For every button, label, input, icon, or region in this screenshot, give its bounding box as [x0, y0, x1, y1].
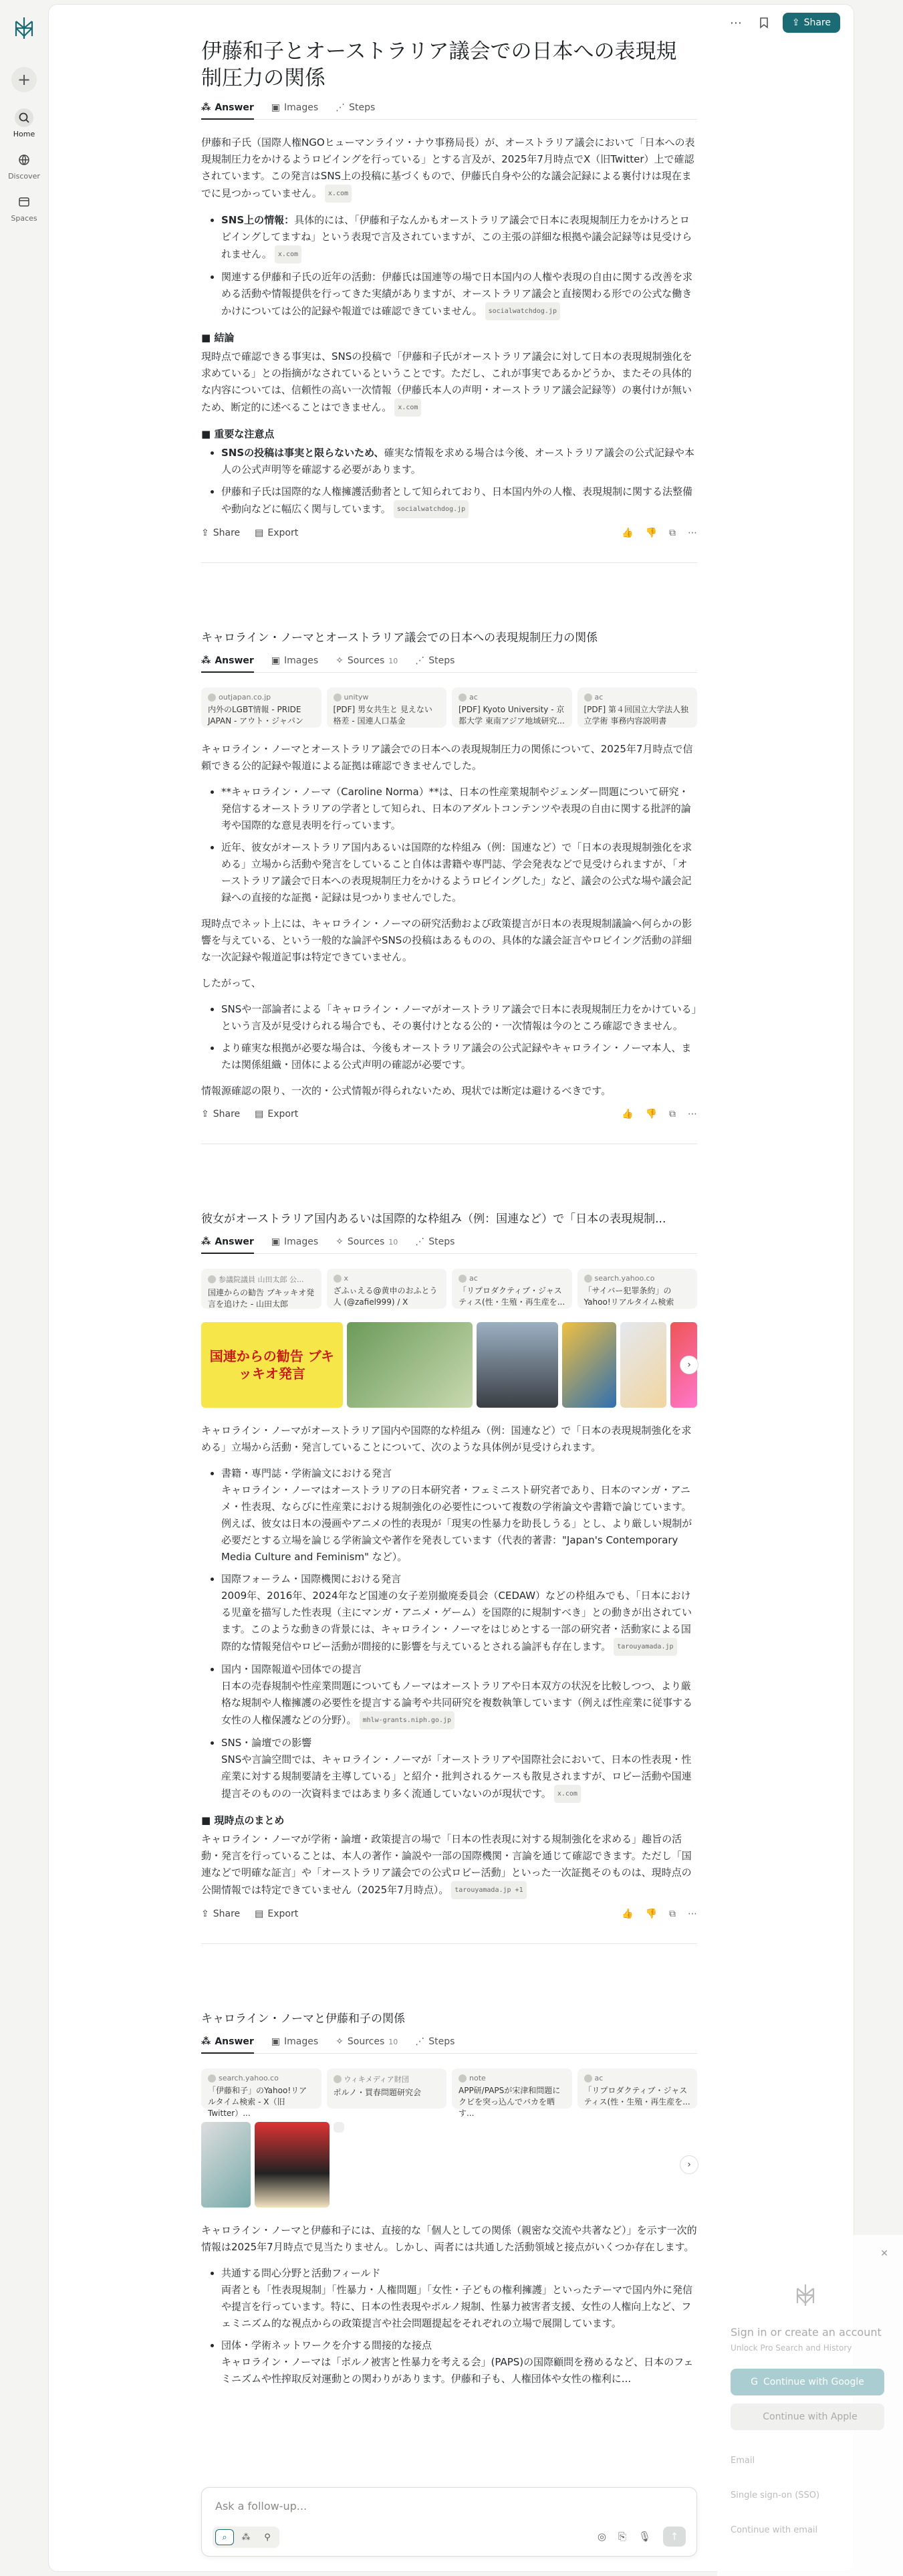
tab-label: Answer	[215, 1237, 254, 1247]
list-item	[221, 484, 697, 518]
favicon-icon	[584, 1275, 592, 1283]
followup-actions	[598, 2527, 686, 2547]
sources-icon: ✧	[336, 2036, 344, 2047]
list-item: • SNSや一部論者による「キャロライン・ノーマがオーストラリア議会で日本に表現規制圧力をかけている」という言及が見受けられる場合でも、その裏付けとなる公的・一次情報は今のところ確認できません。	[221, 1001, 697, 1035]
favicon-icon	[208, 693, 216, 702]
tab-label: Images	[284, 2036, 319, 2047]
list-item	[221, 1571, 697, 1656]
thumbs-up-icon[interactable]: 👍	[622, 1909, 634, 1919]
tab-answer[interactable]	[201, 655, 254, 666]
list-item	[221, 445, 697, 478]
button-label: Continue with Apple	[763, 2411, 858, 2422]
source-title: 「伊藤和子」のYahoo!リアルタイム検索 - X（旧Twitter）...	[208, 2086, 307, 2118]
tab-label: Sources	[347, 1237, 385, 1247]
tab-label: Steps	[428, 655, 455, 666]
list-item	[221, 1735, 697, 1803]
attach-icon[interactable]: ⎘	[618, 2531, 626, 2543]
tab-images[interactable]	[271, 655, 318, 666]
citation-chip[interactable]: socialwatchdog.jp	[485, 302, 560, 320]
list-item	[221, 269, 697, 320]
sidebar-item-label: Discover	[8, 172, 40, 181]
source-card[interactable]	[452, 1269, 572, 1309]
images-icon: ▣	[271, 655, 281, 666]
bold-text: SNS上の情報：	[221, 214, 295, 226]
tab-images[interactable]	[271, 102, 318, 113]
answer-icon: ⁂	[201, 2036, 211, 2047]
source-site: ac	[469, 693, 478, 702]
source-site: note	[469, 2074, 486, 2082]
continue-apple-button[interactable]	[731, 2403, 884, 2430]
share-icon: ⇪	[201, 1109, 209, 1119]
answer-paragraph	[201, 134, 697, 203]
item-heading: • 団体・学術ネットワークを介する間接的な接点	[221, 2339, 432, 2351]
perplexity-logo-icon	[792, 2282, 819, 2309]
tab-images[interactable]	[271, 2036, 318, 2047]
tab-label: Answer	[215, 655, 254, 666]
thumbs-up-icon[interactable]: 👍	[622, 528, 634, 538]
sidebar-item-spaces[interactable]	[1, 193, 47, 223]
thumbs-down-icon[interactable]: 👎	[645, 1109, 657, 1119]
thumbs-down-icon[interactable]: 👎	[645, 1909, 657, 1919]
bullet-list	[221, 784, 697, 906]
favicon-icon	[459, 2074, 467, 2082]
source-card[interactable]	[577, 687, 698, 728]
copy-icon[interactable]: ⧉	[669, 1909, 676, 1919]
source-title: [PDF] Kyoto University - 京都大学 東南アジア地域研究...	[459, 705, 565, 726]
answer-paragraph: キャロライン・ノーマがオーストラリア国内や国際的な枠組み（例：国連など）で「日本の表現規制強化を求める」立場から活動・発言していることについて、次のような具体例が見受けられます。	[201, 1424, 692, 1453]
action-label: Share	[213, 1109, 241, 1119]
research-mode-icon[interactable]: ⁂	[241, 2532, 251, 2543]
text: SNSや言論空間では、キャロライン・ノーマが「オーストラリアや国際社会において、日本の性表現・性産業に対する規制要請を主導している」と紹介・批判されるケースも散見されますが、ロビー活動や国連提言そのものの一次資料まではあまり多く流通していないのが現状です。	[221, 1753, 692, 1800]
sidebar	[0, 0, 48, 2576]
answer-icon: ⁂	[201, 1237, 211, 1247]
source-title: ざふぃえる@黄申のおふとう人 (@zafiel999) / X	[333, 1286, 438, 1307]
favicon-icon	[208, 1275, 216, 1283]
sidebar-item-home[interactable]	[1, 108, 47, 138]
source-card[interactable]	[577, 1269, 698, 1309]
tab-sources[interactable]	[336, 2036, 398, 2047]
answer-paragraph: キャロライン・ノーマと伊藤和子には、直接的な「個人としての関係（親密な交流や共著など）」を示す一次的情報は2025年7月時点で見当たりません。しかし、両者には共通した活動領域と接点がいくつか存在します。	[201, 2224, 697, 2253]
source-title: 「リプロダクティブ・ジャスティス(性・生殖・再生産を...	[459, 1286, 565, 1307]
sources-icon: ✧	[336, 1237, 344, 1247]
chevron-right-icon: ›	[687, 2159, 691, 2170]
answer-icon: ⁂	[201, 102, 211, 113]
list-item: • 近年、彼女がオーストラリア国内あるいは国際的な枠組み（例：国連など）で「日本の表現規制強化を求める」立場から活動や発言をしていること自体は書籍や専門誌、学会発表などで見受けられますが、「オーストラリア議会で日本への表現規制圧力をかけるようロビイングした」など、議会の公式な場や議会記録への直接的な証拠・記録は見つかりませんでした。	[221, 839, 697, 906]
tab-label: Images	[284, 102, 319, 113]
section-heading: ■ 現時点のまとめ	[201, 1814, 285, 1826]
search-mode-icon[interactable]: ⌕	[215, 2529, 234, 2545]
broken-image-icon	[334, 2122, 344, 2133]
image-thumbnail[interactable]	[347, 1322, 473, 1408]
section-heading: ■ 重要な注意点	[201, 428, 275, 440]
answer-icon: ⁂	[201, 655, 211, 666]
answer-actions	[201, 528, 697, 538]
text: キャロライン・ノーマが学術・論壇・政策提言の場で「日本の性表現に対する規制強化を求める」趣旨の活動・発言を行っていることは、本人の著作・論説や一部の国際機関・言論を通じて確認できます。ただし「国連などで明確な証言」や「オーストラリア議会での公式ロビー活動」といった一次証拠そのものは、現時点の公開情報では特定できていません（2025年7月時点）。	[201, 1833, 692, 1896]
list-item	[221, 1465, 697, 1566]
source-title: ポルノ・買春問題研究会	[333, 2088, 422, 2097]
source-site: ウィキメディア財団	[344, 2075, 409, 2084]
text: 関連する伊藤和子氏の近年の活動：伊藤氏は国連等の場で日本国内の人権や表現の自由に関する改善を求める活動や情報提供を行ってきた実績がありますが、オーストラリア議会と直接関わる形での公式な働きかけについては公的記録や報道では確認できていません。	[221, 271, 693, 317]
source-card[interactable]	[327, 1269, 447, 1309]
tab-label: Images	[284, 1237, 319, 1247]
source-card[interactable]	[452, 687, 572, 728]
share-action-button[interactable]	[201, 1909, 240, 1919]
sources-count: 10	[388, 1237, 398, 1247]
chevron-right-icon: ›	[687, 1360, 691, 1370]
page-title: 伊藤和子とオーストラリア議会での日本への表現規制圧力の関係	[201, 39, 677, 90]
steps-icon: ⋰	[415, 655, 425, 666]
source-cards	[201, 687, 697, 728]
search-mode-toggle	[213, 2527, 279, 2548]
item-heading: • 国際フォーラム・国際機関における発言	[221, 1573, 402, 1585]
citation-chip[interactable]: tarouyamada.jp	[614, 1638, 676, 1656]
spaces-icon	[15, 193, 33, 211]
signin-popup	[717, 2235, 903, 2576]
answer-paragraph	[201, 1831, 697, 1899]
list-item	[221, 212, 697, 263]
citation-chip[interactable]: socialwatchdog.jp	[394, 500, 469, 518]
text: 両者とも「性表現規制」「性暴力・人権問題」「女性・子どもの権利擁護」といったテーマで国内外に発信や提言を行っています。特に、日本の性表現やポルノ規制、性暴力被害者支援、女性の人権向上など、フェミニズム的な視点からの政策提言や社会問題提起をそれぞれの立場で展開しています。	[221, 2284, 693, 2329]
labs-mode-icon[interactable]: ⚲	[264, 2532, 271, 2543]
list-item: • **キャロライン・ノーマ（Caroline Norma）**は、日本の性産業規制やジェンダー問題について研究・発信するオーストラリアの学者として知られ、日本のアダルトコンテンツや表現の自由に関する批評的論考や国際的な意見表明を行っています。	[221, 784, 697, 834]
source-site: outjapan.co.jp	[219, 693, 271, 702]
plus-icon: +	[17, 70, 31, 89]
search-icon	[15, 108, 33, 127]
source-card[interactable]	[201, 2068, 321, 2118]
steps-icon: ⋰	[415, 1237, 425, 1247]
sidebar-item-label: Home	[13, 130, 35, 138]
tab-label: Answer	[215, 2036, 254, 2047]
followup-box	[201, 2487, 697, 2557]
send-icon: ↑	[670, 2531, 679, 2543]
sources-icon: ✧	[336, 655, 344, 666]
favicon-icon	[459, 1275, 467, 1283]
more-icon[interactable]: ⋯	[688, 528, 697, 538]
citation-chip[interactable]: tarouyamada.jp +1	[451, 1881, 526, 1899]
source-card[interactable]	[201, 687, 321, 728]
action-label: Export	[267, 528, 299, 538]
mic-icon[interactable]: 🎙	[638, 2531, 651, 2543]
action-label: Export	[267, 1109, 299, 1119]
followup-input[interactable]: Ask a follow-up...	[215, 2500, 307, 2512]
image-thumbnail[interactable]	[620, 1322, 666, 1408]
thread-content	[201, 38, 697, 2397]
answer-paragraph: キャロライン・ノーマとオーストラリア議会での日本への表現規制圧力の関係について、2025年7月時点で信頼できる公的記録や報道による証拠は確認できませんでした。	[201, 743, 693, 772]
source-site: 参議院議員 山田太郎 公...	[219, 1275, 304, 1284]
tab-label: Steps	[428, 1237, 455, 1247]
question-title: キャロライン・ノーマとオーストラリア議会での日本への表現規制圧力の関係	[201, 631, 598, 645]
more-icon[interactable]: ⋯	[688, 1909, 697, 1919]
more-options-icon[interactable]: ⋯	[729, 15, 742, 30]
send-button[interactable]	[663, 2527, 686, 2547]
tab-label: Images	[284, 655, 319, 666]
tab-label: Sources	[347, 655, 385, 666]
source-title: [PDF] 第４回国立大学法人独立学術 事務内容説明書	[584, 705, 689, 726]
bookmark-icon[interactable]	[755, 13, 773, 32]
sources-count: 10	[388, 2037, 398, 2046]
divider	[201, 562, 697, 563]
result-tabs	[201, 102, 697, 120]
next-images-button[interactable]	[680, 2155, 698, 2174]
image-thumbnail[interactable]	[255, 2122, 330, 2208]
source-title: [PDF] 男女共生と 見えない格差 - 国連人口基金	[333, 705, 432, 726]
source-cards	[201, 2068, 697, 2118]
image-strip	[201, 2122, 697, 2208]
share-icon: ⇪	[201, 528, 209, 538]
text: 2009年、2016年、2024年など国連の女子差別撤廃委員会（CEDAW）などの枠組みでも、「日本における児童を描写した性表現（主にマンガ・アニメ・ゲーム）を国際的に規制すべき」との動きが出されています。このような動きの背景には、キャロライン・ノーマをはじめとする一部の研究者・活動家による国際的な情報発信やロビー活動が間接的に影響を与えているとされる論評も存在します。	[221, 1590, 692, 1652]
steps-icon: ⋰	[415, 2036, 425, 2047]
section-heading: ■ 結論	[201, 332, 235, 344]
tab-label: Sources	[347, 2036, 385, 2047]
export-button[interactable]	[255, 528, 298, 538]
export-icon: ▤	[255, 1909, 264, 1919]
answer-paragraph: 情報源確認の限り、一次的・公式情報が得られないため、現状では断定は避けるべきです。	[201, 1085, 612, 1097]
source-site: ac	[594, 693, 604, 702]
bullet-list	[221, 1001, 697, 1073]
bullet-list	[221, 1465, 697, 1803]
result-tabs	[201, 655, 697, 673]
export-button[interactable]	[255, 1909, 298, 1919]
image-thumbnail[interactable]	[201, 1322, 343, 1408]
text: キャロライン・ノーマはオーストラリアの日本研究者・フェミニスト研究者であり、日本のマンガ・アニメ・性表現、ならびに性産業における規制強化の必要性について複数の学術論文や書籍で論じています。例えば、彼女は日本の漫画やアニメの性的表現が「現実の性暴力を助長しうる」とし、より厳しい規制が必要だとする立場を論じる学術論文や著作を発表しています（代表的著書："Japan's Contemporary Media Culture and Feminism" など）。	[221, 1484, 692, 1563]
image-caption-text: 国連からの勧告 ブキッキオ発言	[209, 1348, 334, 1382]
answer-actions	[201, 1109, 697, 1119]
favicon-icon	[584, 2074, 592, 2082]
bullet-list	[221, 445, 697, 518]
text: 具体的には、「伊藤和子なんかもオーストラリア議会で日本に表現規制圧力をかけろとロビイングしてますね」という表現で言及されていますが、この主張の詳細な根拠や議会記録等は見受けられません。	[221, 214, 692, 260]
tab-answer[interactable]	[201, 1237, 254, 1247]
top-bar	[727, 13, 840, 33]
share-icon: ⇪	[201, 1909, 209, 1919]
action-label: Export	[267, 1909, 299, 1919]
tab-answer[interactable]	[201, 2036, 254, 2047]
text: 日本の売春規制や性産業問題についてもノーマはオーストラリアや日本双方の状況を比較しつつ、より厳格な規制や人権擁護の必要性を提言する論考や共同研究を複数執筆しています（例えば性産業に従事する女性の人権保護などの分野）。	[221, 1680, 693, 1726]
share-action-button[interactable]	[201, 1109, 240, 1119]
tab-label: Steps	[349, 102, 376, 113]
export-icon: ▤	[255, 1109, 264, 1119]
result-tabs	[201, 2036, 697, 2054]
tab-label: Steps	[428, 2036, 455, 2047]
answer-paragraph: したがって、	[201, 977, 261, 989]
divider	[201, 1943, 697, 1944]
thumbs-up-icon[interactable]: 👍	[622, 1109, 634, 1119]
globe-icon[interactable]: ◎	[597, 2531, 606, 2543]
next-images-button[interactable]	[680, 1356, 698, 1374]
item-heading: • 書籍・専門誌・学術論文における発言	[221, 1467, 392, 1479]
source-site: ac	[469, 1274, 478, 1283]
tab-label: Answer	[215, 102, 254, 113]
more-icon[interactable]: ⋯	[688, 1109, 697, 1119]
sso-link[interactable]: Single sign-on (SSO)	[731, 2490, 820, 2500]
tab-sources[interactable]	[336, 1237, 398, 1247]
item-heading: • 共通する問心分野と活動フィールド	[221, 2267, 381, 2279]
tab-steps[interactable]	[415, 2036, 455, 2047]
export-button[interactable]	[255, 1109, 298, 1119]
tab-steps[interactable]	[415, 655, 455, 666]
tab-steps[interactable]	[336, 102, 375, 113]
sidebar-item-label: Spaces	[11, 214, 37, 223]
globe-icon	[15, 150, 33, 169]
close-icon[interactable]: ✕	[880, 2248, 888, 2259]
list-item	[221, 2337, 697, 2387]
answer-paragraph: 現時点でネット上には、キャロライン・ノーマの研究活動および政策提言が日本の表現規制議論へ何らかの影響を与えている、という一般的な論評やSNSの投稿はあるものの、具体的な議会証言やロビイング活動の詳細な一次記録や報道記事は特定できていません。	[201, 918, 692, 963]
share-icon: ⇪	[791, 17, 800, 28]
list-item: • より確実な根拠が必要な場合は、今後もオーストラリア議会の公式記録やキャロライン・ノーマ本人、または関係組織・団体による公式声明の確認が必要です。	[221, 1040, 697, 1073]
source-title: 「リプロダクティブ・ジャスティス(性・生殖・再生産を...	[584, 2086, 690, 2107]
source-site: x	[344, 1274, 349, 1283]
image-thumbnail[interactable]	[477, 1322, 559, 1408]
text: キャロライン・ノーマは「ポルノ被害と性暴力を考える会」(PAPS)の国際顧問を務めるなど、日本のフェミニズムや性搾取反対運動との関わりがあります。伊藤和子も、人権団体や女性の権利に...	[221, 2356, 694, 2385]
continue-email-button[interactable]: Continue with email	[731, 2525, 818, 2535]
favicon-icon	[208, 2074, 216, 2082]
question-title: 彼女がオーストラリア国内あるいは国際的な枠組み（例：国連など）で「日本の表現規制...	[201, 1212, 666, 1226]
source-site: search.yahoo.co	[594, 1274, 655, 1283]
email-field[interactable]: Email	[731, 2456, 755, 2466]
tab-sources[interactable]	[336, 655, 398, 666]
source-site: ac	[594, 2074, 604, 2082]
images-icon: ▣	[271, 102, 281, 113]
source-card[interactable]	[327, 2068, 447, 2109]
source-site: unityw	[344, 693, 369, 702]
steps-icon: ⋰	[336, 102, 346, 113]
main-panel	[48, 4, 888, 2572]
source-title: 内外のLGBT情報 - PRIDE JAPAN - アウト・ジャパン	[208, 705, 303, 726]
favicon-icon	[459, 693, 467, 702]
new-thread-button[interactable]	[11, 67, 37, 92]
favicon-icon	[334, 693, 342, 702]
source-title: APP研/PAPSが宋津和問題に クビを突っ込んでバカを晒す...	[459, 2086, 561, 2118]
image-thumbnail[interactable]	[562, 1322, 616, 1408]
text: 伊藤和子氏（国際人権NGOヒューマンライツ・ナウ事務局長）が、オーストラリア議会において「日本への表現規制圧力をかけるようロビイングを行っている」とする言及が、2025年7月時点でX（旧Twitter）上で確認されています。この発言はSNS上の投稿に基づくもので、伊藤氏自身や公的な議会記録による裏付けは現在までに見つかっていません。	[201, 136, 695, 199]
share-action-button[interactable]	[201, 528, 240, 538]
sources-count: 10	[388, 656, 398, 665]
copy-icon[interactable]: ⧉	[669, 1109, 676, 1119]
sidebar-item-discover[interactable]	[1, 150, 47, 181]
tab-answer[interactable]	[201, 102, 254, 113]
list-item	[221, 2265, 697, 2332]
answer-actions	[201, 1909, 697, 1919]
button-label: Continue with Google	[763, 2377, 864, 2387]
bullet-list	[221, 212, 697, 320]
citation-chip[interactable]: x.com	[325, 185, 352, 203]
bold-text: SNSの投稿は事実と限らないため、	[221, 447, 384, 459]
citation-chip[interactable]: mhlw-grants.niph.go.jp	[360, 1711, 455, 1729]
copy-icon[interactable]: ⧉	[669, 528, 676, 538]
tab-images[interactable]	[271, 1237, 318, 1247]
source-card[interactable]	[201, 1269, 321, 1309]
image-strip	[201, 1322, 697, 1408]
action-label: Share	[213, 1909, 241, 1919]
export-icon: ▤	[255, 528, 264, 538]
favicon-icon	[334, 2075, 342, 2083]
images-icon: ▣	[271, 2036, 281, 2047]
images-icon: ▣	[271, 1237, 281, 1247]
answer-paragraph	[201, 348, 697, 417]
text: 確実な情報を求める場合は今後、オーストラリア議会の公式記録や本人の公式声明等を確認する必要があります。	[221, 447, 694, 475]
source-card[interactable]	[327, 687, 447, 728]
source-site: search.yahoo.co	[219, 2074, 279, 2082]
citation-chip[interactable]: x.com	[394, 399, 421, 417]
bullet-list	[221, 2265, 697, 2387]
image-thumbnail[interactable]	[201, 2122, 251, 2208]
citation-chip[interactable]: x.com	[554, 1785, 581, 1803]
source-card[interactable]	[452, 2068, 572, 2118]
signin-subtitle: Unlock Pro Search and History	[731, 2343, 852, 2353]
perplexity-logo-icon[interactable]	[11, 15, 37, 41]
text: 現時点で確認できる事実は、SNSの投稿で「伊藤和子氏がオーストラリア議会に対して日本の表現規制強化を求めている」との指摘がなされているということです。ただし、これが事実であるかどうか、またその具体的な内容については、信頼性の高い一次情報（伊藤氏本人の声明・オーストラリア議会記録等）の裏付けが無いため、断定的に述べることはできません。	[201, 350, 692, 413]
favicon-icon	[334, 1275, 342, 1283]
item-heading: • SNS・論壇での影響	[221, 1737, 312, 1749]
result-tabs	[201, 1237, 697, 1254]
continue-google-button[interactable]	[731, 2369, 884, 2395]
source-title: 「サイバー犯罪条約」のYahoo!リアルタイム検索	[584, 1286, 674, 1307]
list-item	[221, 1661, 697, 1729]
source-card[interactable]	[577, 2068, 698, 2109]
google-icon: G	[751, 2377, 758, 2387]
signin-title: Sign in or create an account	[731, 2326, 882, 2339]
source-title: 国連からの勧告 ブキッキオ発言を追けた - 山田太郎	[208, 1288, 315, 1309]
share-label: Share	[803, 17, 831, 28]
share-button[interactable]	[783, 13, 840, 33]
question-title: キャロライン・ノーマと伊藤和子の関係	[201, 2012, 405, 2026]
thumbs-down-icon[interactable]: 👎	[645, 528, 657, 538]
tab-steps[interactable]	[415, 1237, 455, 1247]
citation-chip[interactable]: x.com	[275, 245, 301, 263]
favicon-icon	[584, 693, 592, 702]
source-cards	[201, 1269, 697, 1309]
action-label: Share	[213, 528, 241, 538]
text: 伊藤和子氏は国際的な人権擁護活動者として知られており、日本国内外の人権、表現規制に関する法整備や動向などに幅広く関与しています。	[221, 486, 693, 515]
item-heading: • 国内・国際報道や団体での提言	[221, 1663, 362, 1675]
